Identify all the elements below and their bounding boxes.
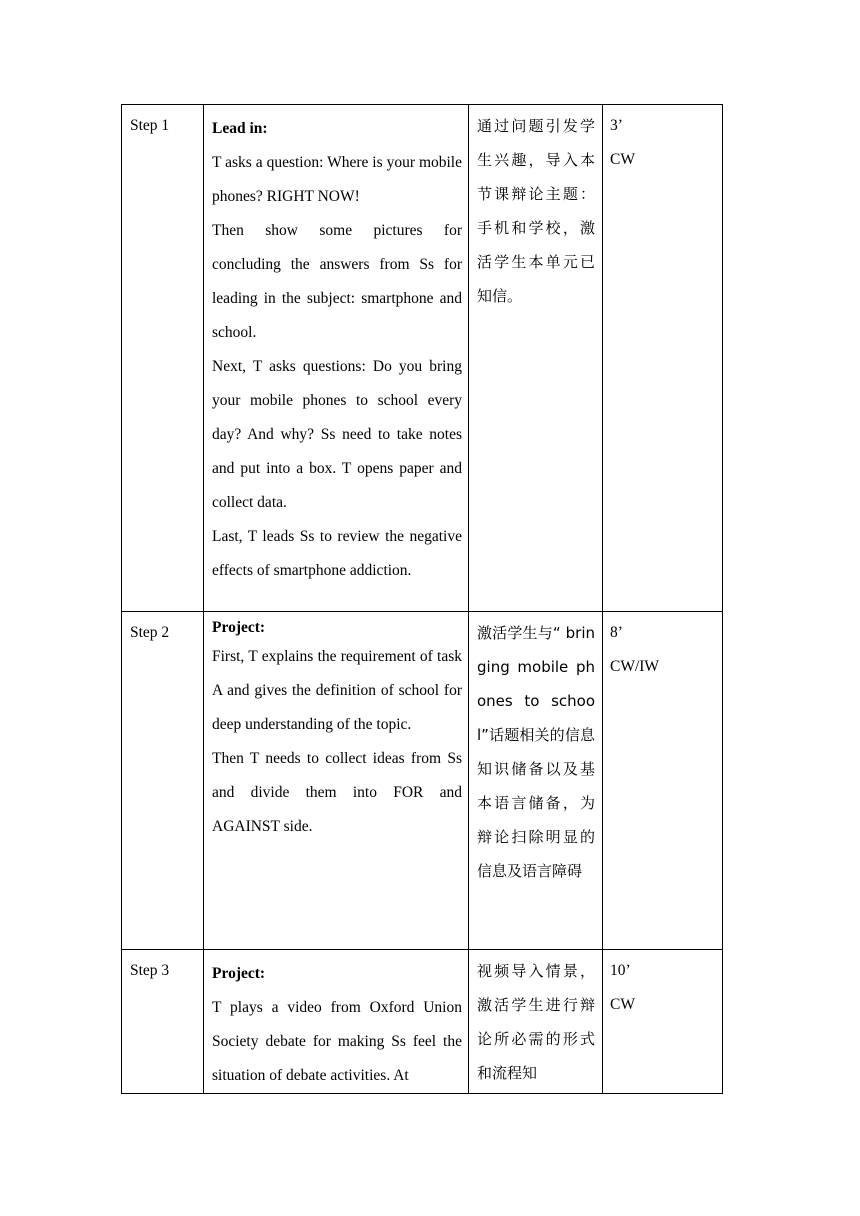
activity-paragraph: First, T explains the requirement of task A and gives the definition of school for deep understanding of the topic.: [212, 648, 462, 733]
purpose-cell: [469, 105, 603, 612]
time-cell: [603, 950, 723, 1094]
time-cell: [603, 105, 723, 612]
step-cell: [122, 950, 204, 1094]
table-row: [122, 612, 723, 950]
lesson-plan-table: [121, 104, 723, 1094]
table-row: [122, 950, 723, 1094]
step-label: Step 1: [130, 117, 170, 134]
activity-paragraph: Last, T leads Ss to review the negative effects of smartphone addiction.: [212, 528, 462, 579]
step-label: Step 2: [130, 624, 170, 641]
step-label: Step 3: [130, 962, 170, 979]
time-value: 8’: [610, 624, 623, 641]
step-cell: [122, 612, 204, 950]
purpose-cell: [469, 612, 603, 950]
activity-cell: [204, 105, 469, 612]
activity-cell: [204, 612, 469, 950]
table-row: [122, 105, 723, 612]
activity-paragraph: Then show some pictures for concluding the answers from Ss for leading in the subject: smartphone and school.: [212, 222, 462, 341]
time-value: 10’: [610, 962, 631, 979]
time-value: 3’: [610, 117, 623, 134]
activity-cell: [204, 950, 469, 1094]
activity-paragraph: T plays a video from Oxford Union Society debate for making Ss feel the situation of debate activities. At: [212, 999, 462, 1084]
activity-paragraph: Then T needs to collect ideas from Ss and divide them into FOR and AGAINST side.: [212, 750, 462, 835]
purpose-cell: [469, 950, 603, 1094]
activity-title: Lead in:: [212, 120, 268, 137]
purpose-text: 视频导入情景，激活学生进行辩论所必需的形式和流程知: [477, 962, 595, 1082]
form-value: CW: [610, 996, 635, 1013]
form-value: CW: [610, 151, 635, 168]
activity-paragraph: T asks a question: Where is your mobile phones? RIGHT NOW!: [212, 154, 462, 205]
purpose-text: 激活学生与“ bringing mobile phones to school”话题相关的信息知识储备以及基本语言储备，为辩论扫除明显的信息及语言障碍: [477, 624, 595, 880]
activity-title: Project:: [212, 619, 266, 636]
step-cell: [122, 105, 204, 612]
form-value: CW/IW: [610, 658, 660, 675]
activity-title: Project:: [212, 965, 266, 982]
purpose-text: 通过问题引发学生兴趣，导入本节课辩论主题：手机和学校，激活学生本单元已知信。: [477, 117, 595, 305]
activity-paragraph: Next, T asks questions: Do you bring your mobile phones to school every day? And why? Ss need to take notes and put into a box. T opens paper and collect data.: [212, 358, 462, 511]
time-cell: [603, 612, 723, 950]
